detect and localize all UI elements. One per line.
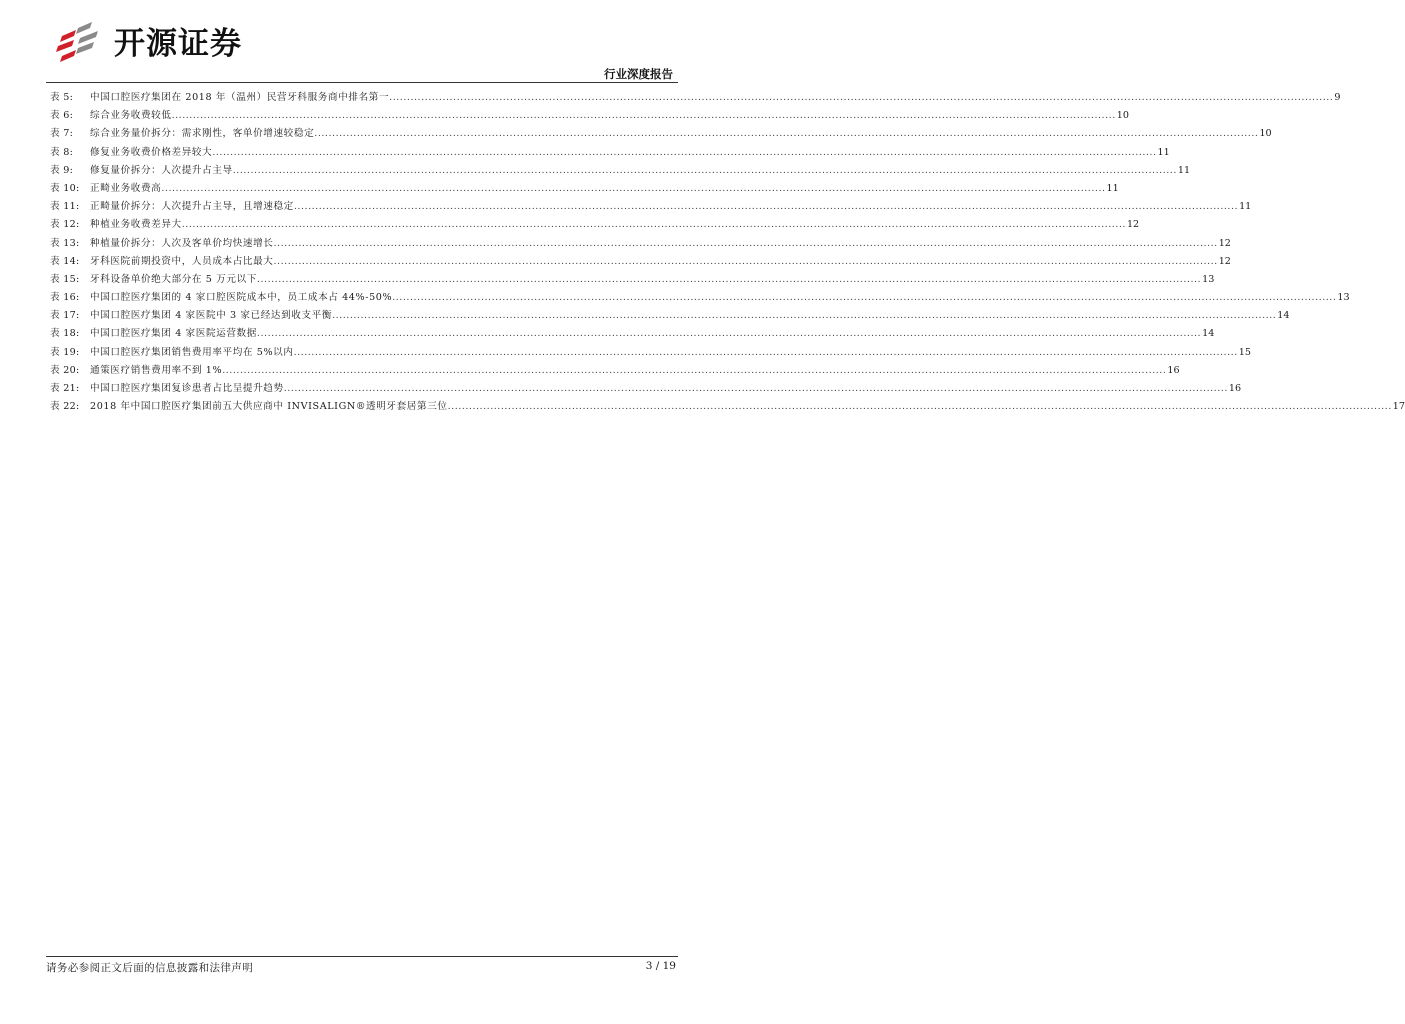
footer-disclaimer: 请务必参阅正文后面的信息披露和法律声明 [46,962,254,974]
toc-leader-dots [294,198,1238,216]
toc-entry-title: 牙科设备单价绝大部分在 5 万元以下 [90,273,257,285]
toc-entry[interactable] [50,125,1272,143]
toc-leader-dots [389,89,1333,107]
toc-entry-number: 表 22: [50,401,80,413]
toc-leader-dots [257,325,1201,343]
toc-entry-title: 综合业务收费较低 [90,110,172,122]
toc-entry-number: 表 18: [50,328,80,340]
toc-leader-dots [448,398,1392,416]
toc-entry-number: 表 13: [50,237,80,249]
toc-entry-title: 中国口腔医疗集团的 4 家口腔医院成本中，员工成本占 44%-50% [90,292,393,304]
toc-leader-dots [182,216,1126,234]
toc-entry-page: 11 [1106,182,1119,194]
toc-entry-page: 16 [1167,364,1180,376]
toc-entry-number: 表 16: [50,292,80,304]
toc-entry[interactable] [50,107,1129,125]
toc-leader-dots [314,125,1258,143]
toc-entry[interactable] [50,253,1231,271]
toc-entry-number: 表 9: [50,164,74,176]
report-type-label: 行业深度报告 [604,67,673,81]
toc-entry-title: 修复业务收费价格差异较大 [90,146,213,158]
toc-entry[interactable] [50,144,1170,162]
toc-entry-page: 12 [1218,255,1231,267]
toc-entry-page: 11 [1239,201,1252,213]
toc-entry-title: 种植业务收费差异大 [90,219,182,231]
toc-entry[interactable] [50,307,1290,325]
toc-entry[interactable] [50,198,1252,216]
toc-entry-page: 10 [1259,128,1272,140]
toc-entry[interactable] [50,89,1341,107]
toc-leader-dots [257,271,1201,289]
toc-entry-page: 9 [1334,92,1341,103]
toc-entry-page: 13 [1337,292,1350,304]
toc-entry-title: 综合业务量价拆分：需求刚性，客单价增速较稳定 [90,128,315,140]
toc-entry-title: 通策医疗销售费用率不到 1% [90,364,223,376]
toc-entry-page: 10 [1116,110,1129,122]
toc-leader-dots [212,144,1156,162]
toc-entry-page: 12 [1126,219,1140,231]
toc-entry-title: 正畸量价拆分：人次提升占主导，且增速稳定 [90,201,294,213]
toc-entry-number: 表 11: [50,201,80,213]
kaiyuan-logo-icon [54,22,108,66]
toc-leader-dots [392,289,1336,307]
toc-entry[interactable] [50,271,1215,289]
toc-entry[interactable] [50,289,1350,307]
toc-entry-number: 表 19: [50,346,80,358]
toc-entry-title: 中国口腔医疗集团在 2018 年（温州）民营牙科服务商中排名第一 [90,92,390,103]
toc-entry-number: 表 6: [50,110,74,122]
toc-entry[interactable] [50,162,1191,180]
toc-entry-number: 表 12: [50,219,80,231]
toc-entry-number: 表 20: [50,364,80,376]
toc-entry[interactable] [50,235,1231,253]
toc-entry-title: 牙科医院前期投资中，人员成本占比最大 [90,255,274,267]
toc-entry-title: 中国口腔医疗集团 4 家医院运营数据 [90,328,257,340]
toc-entry-number: 表 17: [50,310,80,322]
toc-entry-page: 13 [1202,273,1215,285]
toc-entry-title: 修复量价拆分：人次提升占主导 [90,164,233,176]
toc-leader-dots [294,344,1238,362]
toc-leader-dots [274,253,1218,271]
toc-entry[interactable] [50,344,1251,362]
toc-entry-page: 14 [1277,310,1290,322]
footer-divider [46,956,678,957]
toc-entry-number: 表 7: [50,128,74,140]
toc-entry-number: 表 21: [50,383,80,394]
toc-leader-dots [284,380,1228,398]
toc-leader-dots [222,362,1166,380]
brand-logo [54,22,242,66]
toc-leader-dots [161,180,1105,198]
toc-leader-dots [172,107,1116,125]
toc-entry[interactable] [50,216,1140,234]
toc-entry-page: 11 [1157,146,1170,158]
toc-entry-page: 14 [1202,328,1215,340]
page-number: 3 / 19 [645,960,676,972]
toc-entry[interactable] [50,362,1180,380]
toc-entry-title: 2018 年中国口腔医疗集团前五大供应商中 INVISALIGN®透明牙套居第三位 [90,401,448,413]
toc-entry-title: 中国口腔医疗集团 4 家医院中 3 家已经达到收支平衡 [90,310,333,322]
toc-entry[interactable] [50,180,1119,198]
toc-entry-page: 11 [1177,164,1191,176]
toc-entry-number: 表 10: [50,182,80,194]
toc-leader-dots [332,307,1276,325]
toc-entry[interactable] [50,325,1215,343]
header-divider [46,82,678,83]
toc-entry[interactable] [50,380,1242,398]
toc-leader-dots [274,235,1218,253]
toc-leader-dots [233,162,1177,180]
toc-entry[interactable] [50,398,1405,416]
toc-entry-title: 种植量价拆分：人次及客单价均快速增长 [90,237,274,249]
toc-entry-number: 表 8: [50,146,74,158]
toc-entry-title: 正畸业务收费高 [90,182,162,194]
toc-entry-title: 中国口腔医疗集团复诊患者占比呈提升趋势 [90,383,284,394]
brand-name: 开源证券 [114,26,242,62]
table-of-contents [50,89,1405,416]
toc-entry-number: 表 15: [50,273,80,285]
toc-entry-title: 中国口腔医疗集团销售费用率平均在 5%以内 [90,346,294,358]
toc-entry-page: 12 [1218,237,1231,249]
toc-entry-number: 表 5: [50,92,74,103]
toc-entry-number: 表 14: [50,255,80,267]
toc-entry-page: 16 [1228,383,1242,394]
toc-entry-page: 15 [1238,346,1251,358]
toc-entry-page: 17 [1392,401,1405,413]
